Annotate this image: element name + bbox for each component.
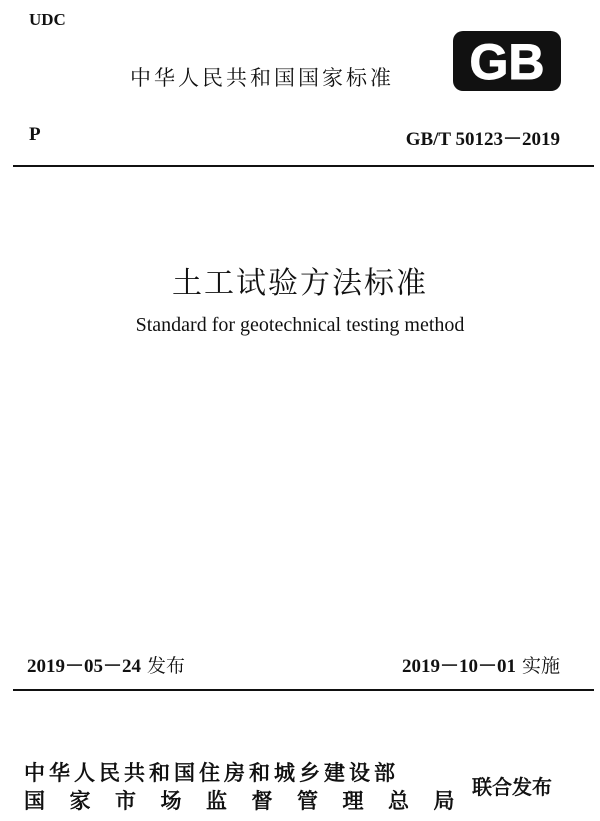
issue-date-line bbox=[27, 651, 185, 678]
joint-release-label: 联合发布 bbox=[472, 775, 552, 799]
implementation-date-line bbox=[402, 651, 560, 678]
udc-label: UDC bbox=[29, 10, 66, 29]
gb-logo-text: GB bbox=[469, 34, 545, 90]
issue-date: 2019－05－24 bbox=[27, 656, 142, 677]
issue-label: 发布 bbox=[147, 655, 186, 677]
title-chinese: 土工试验方法标准 bbox=[172, 266, 428, 301]
gb-logo bbox=[452, 30, 562, 92]
implementation-date: 2019－10－01 bbox=[401, 656, 516, 677]
implementation-label: 实施 bbox=[521, 655, 560, 677]
classification-code: P bbox=[29, 124, 41, 145]
issuer-administration: 国家市场监督管理总局 bbox=[24, 789, 479, 813]
national-standard-heading: 中华人民共和国国家标准 bbox=[130, 66, 394, 90]
title-english: Standard for geotechnical testing method bbox=[135, 314, 465, 336]
top-divider bbox=[13, 165, 594, 167]
standard-number: GB/T 50123－2019 bbox=[405, 129, 560, 150]
issuer-ministry: 中华人民共和国住房和城乡建设部 bbox=[24, 761, 399, 785]
bottom-divider bbox=[13, 689, 594, 691]
